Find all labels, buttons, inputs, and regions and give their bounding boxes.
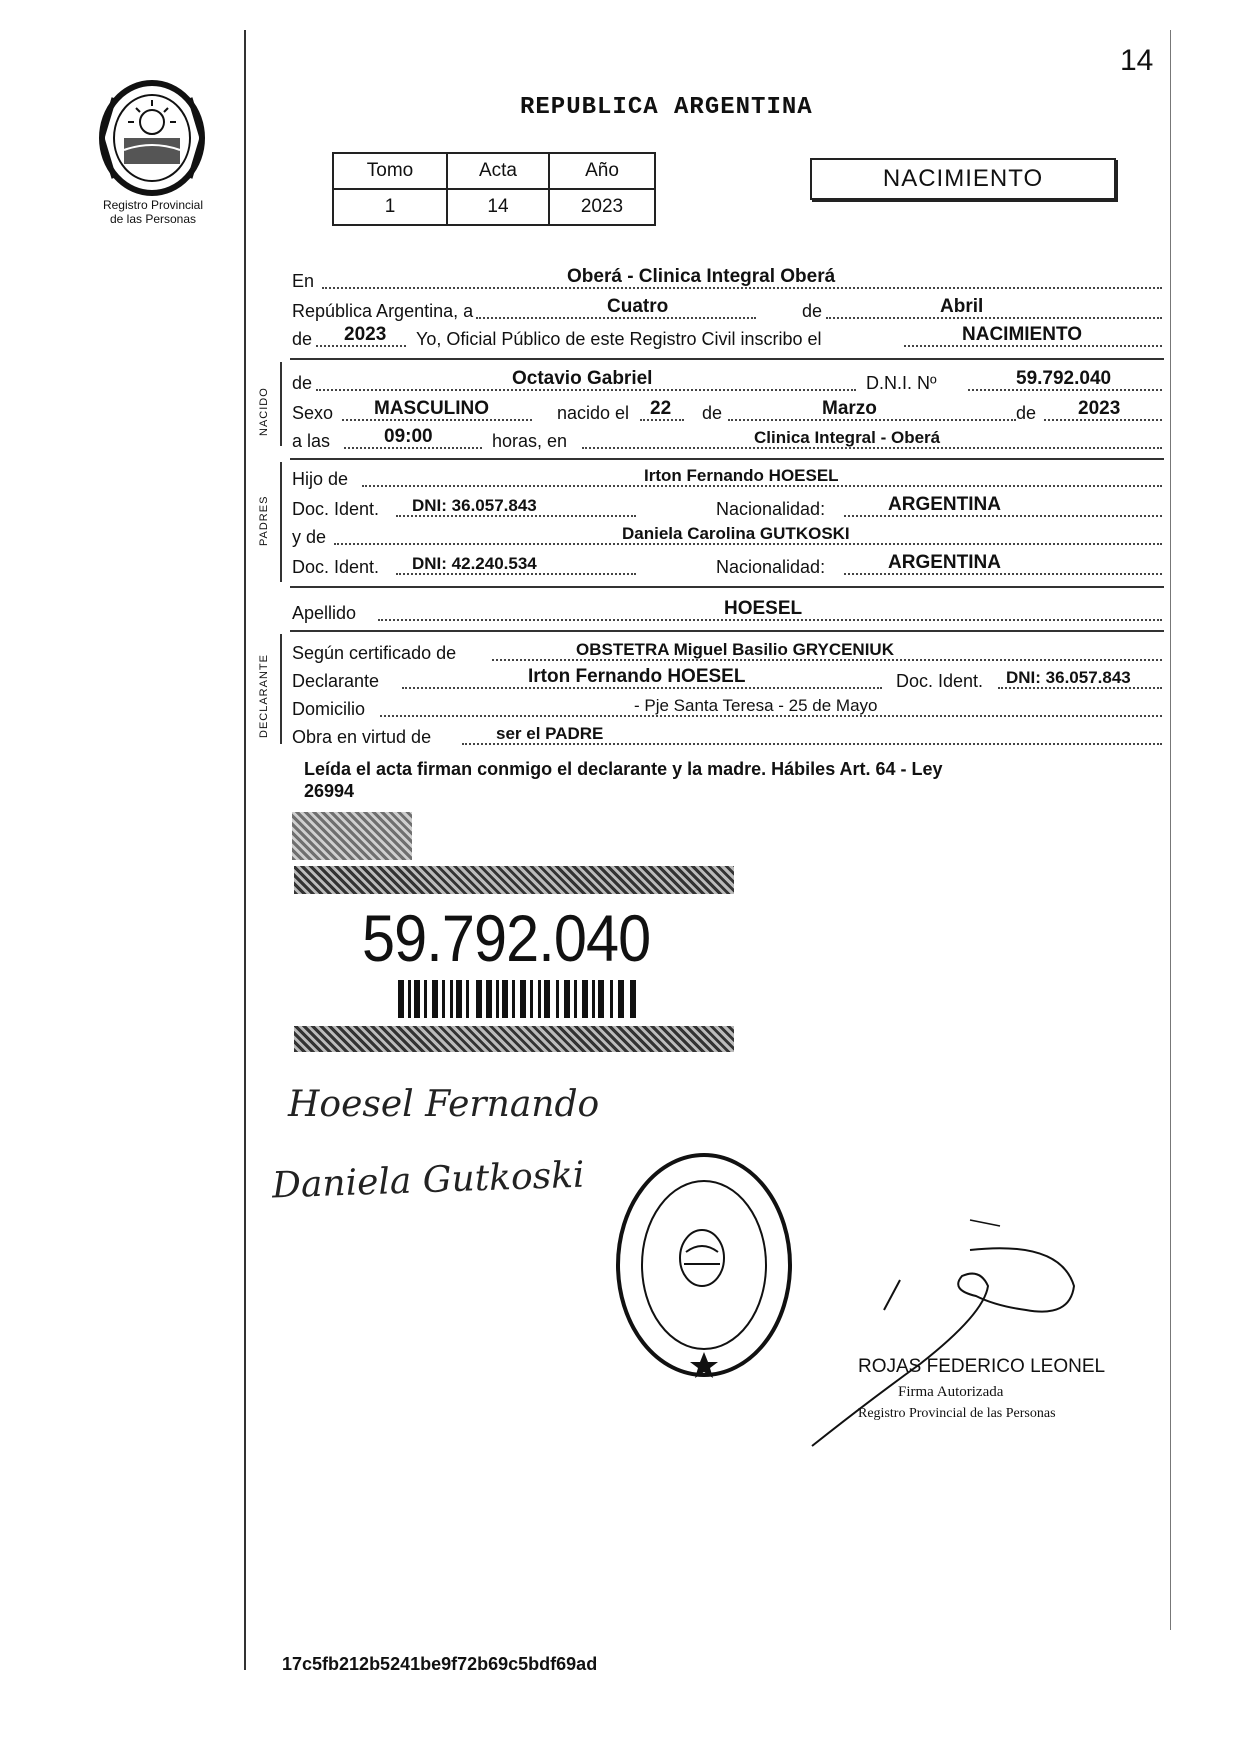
official-seal-icon	[612, 1148, 796, 1382]
acta-value: 14	[447, 189, 549, 225]
row-domicilio	[292, 696, 1162, 720]
declarante-bracket	[280, 634, 282, 744]
birth-year: 2023	[1078, 398, 1121, 419]
row-mother-doc	[292, 554, 1162, 578]
official-name: ROJAS FEDERICO LEONEL	[858, 1356, 1106, 1377]
divider	[290, 458, 1164, 460]
row-hora	[292, 428, 1162, 452]
mother-doc: DNI: 42.240.534	[412, 554, 537, 573]
apellido-value: HOESEL	[724, 598, 803, 619]
child-name: Octavio Gabriel	[512, 368, 653, 389]
row-declarante	[292, 668, 1162, 692]
father-signature: Hoesel Fernando	[288, 1084, 600, 1125]
divider	[290, 358, 1164, 360]
declarante-section-label: DECLARANTE	[258, 654, 270, 738]
horas-label: horas, en	[492, 431, 568, 451]
nacionalidad-label: Nacionalidad:	[716, 499, 826, 519]
place-value: Oberá - Clinica Integral Oberá	[567, 266, 836, 287]
padres-bracket	[280, 462, 282, 582]
acta-header: Acta	[447, 153, 549, 189]
row-father-doc	[292, 496, 1162, 520]
barcode-icon	[398, 980, 638, 1018]
event-value: NACIMIENTO	[962, 324, 1082, 345]
row-apellido	[292, 600, 1162, 624]
row-year	[292, 326, 1162, 350]
father-nationality: ARGENTINA	[888, 494, 1001, 515]
de-label: de	[802, 301, 823, 321]
tomo-header: Tomo	[333, 153, 447, 189]
nacido-el-label: nacido el	[557, 403, 630, 423]
mother-signature: Daniela Gutkoski	[271, 1154, 586, 1207]
father-name: Irton Fernando HOESEL	[644, 466, 839, 485]
declarante-value: Irton Fernando HOESEL	[528, 666, 746, 687]
doc-label: Doc. Ident.	[292, 557, 380, 577]
divider	[290, 630, 1164, 632]
row-certificado	[292, 640, 1162, 664]
certificado-value: OBSTETRA Miguel Basilio GRYCENIUK	[576, 640, 894, 659]
row-sexo	[292, 400, 1162, 424]
nacionalidad-label: Nacionalidad:	[716, 557, 826, 577]
birth-month: Marzo	[822, 398, 877, 419]
ano-value: 2023	[549, 189, 655, 225]
father-doc: DNI: 36.057.843	[412, 496, 537, 515]
declarante-label: Declarante	[292, 671, 380, 691]
birth-day: 22	[650, 398, 672, 419]
apellido-label: Apellido	[292, 603, 357, 623]
footer-hash: 17c5fb212b5241be9f72b69c5bdf69ad	[282, 1654, 598, 1674]
a-las-label: a las	[292, 431, 331, 451]
security-band-top	[294, 866, 734, 894]
reference-table	[332, 152, 656, 226]
misiones-crest-logo	[92, 78, 212, 198]
de-label2: de	[702, 403, 723, 423]
right-margin-line	[1170, 30, 1171, 1630]
republica-label: República Argentina, a	[292, 301, 474, 321]
de-label3: de	[1016, 403, 1037, 423]
obra-label: Obra en virtud de	[292, 727, 432, 747]
y-de-label: y de	[292, 527, 327, 547]
registry-label: Registro Provincial de las Personas	[102, 198, 204, 226]
month-value: Abril	[940, 296, 984, 317]
year-value: 2023	[344, 324, 387, 345]
row-nacido-name	[292, 370, 1162, 394]
row-en	[292, 268, 1162, 292]
official-organization: Registro Provincial de las Personas	[858, 1406, 1056, 1421]
barcode-number: 59.792.040	[362, 901, 651, 975]
obra-value: ser el PADRE	[496, 724, 604, 743]
padres-section-label: PADRES	[258, 495, 270, 546]
left-margin-line	[244, 30, 246, 1670]
child-dni: 59.792.040	[1016, 368, 1112, 389]
row-date	[292, 298, 1162, 322]
legal-text: Leída el acta firman conmigo el declarante y la madre. Hábiles Art. 64 - Ley 26994	[304, 759, 943, 801]
page-number: 14	[1120, 44, 1154, 77]
country-title: REPUBLICA ARGENTINA	[520, 94, 813, 121]
nacido-section-label: NACIDO	[258, 387, 270, 436]
row-obra	[292, 724, 1162, 748]
sexo-label: Sexo	[292, 403, 334, 423]
security-band-bottom	[294, 1026, 734, 1052]
domicilio-value: - Pje Santa Teresa - 25 de Mayo	[634, 696, 878, 715]
year-prefix: de	[292, 329, 313, 349]
doc-label: Doc. Ident.	[292, 499, 380, 519]
birth-time: 09:00	[384, 426, 433, 447]
sex-value: MASCULINO	[374, 398, 490, 419]
doc-label: Doc. Ident.	[896, 671, 984, 691]
nacido-bracket	[280, 362, 282, 446]
ano-header: Año	[549, 153, 655, 189]
security-pattern-top	[292, 812, 412, 860]
certificado-label: Según certificado de	[292, 643, 457, 663]
row-hijo-de	[292, 466, 1162, 490]
divider	[290, 586, 1164, 588]
mother-name: Daniela Carolina GUTKOSKI	[622, 524, 850, 543]
tomo-value: 1	[333, 189, 447, 225]
row-y-de	[292, 524, 1162, 548]
en-label: En	[292, 271, 315, 291]
birth-place: Clinica Integral - Oberá	[754, 428, 941, 447]
mother-nationality: ARGENTINA	[888, 552, 1001, 573]
dni-label: D.N.I. Nº	[866, 373, 937, 393]
document-type-box: NACIMIENTO	[810, 158, 1116, 200]
de-label: de	[292, 373, 313, 393]
day-value: Cuatro	[607, 296, 669, 317]
hijo-de-label: Hijo de	[292, 469, 349, 489]
declarante-doc: DNI: 36.057.843	[1006, 668, 1131, 687]
official-role: Firma Autorizada	[898, 1384, 1004, 1400]
inscribo-text: Yo, Oficial Público de este Registro Civil inscribo el	[416, 329, 822, 349]
domicilio-label: Domicilio	[292, 699, 366, 719]
